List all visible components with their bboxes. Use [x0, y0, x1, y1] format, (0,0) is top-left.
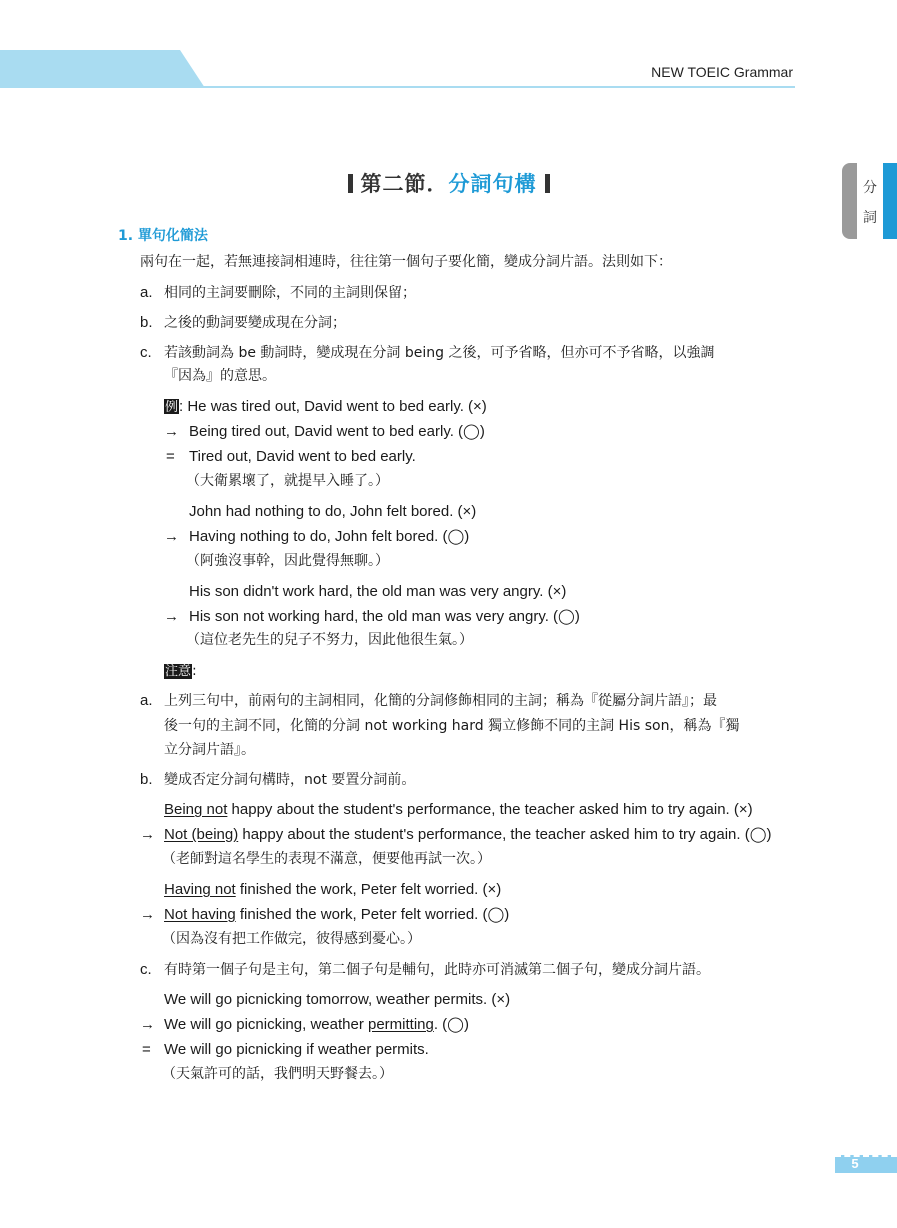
note-a-marker: a.	[140, 692, 153, 709]
note-a-line-1: 上列三句中，前兩句的主詞相同，化簡的分詞修飾相同的主詞；稱為『從屬分詞片語』；最	[164, 693, 717, 709]
part-intro: 兩句在一起，若無連接詞相連時，往往第一個句子要化簡，變成分詞片語。法則如下：	[140, 254, 672, 270]
sentence-rest: happy about the student's performance, the teacher asked him to try again. (◯)	[238, 826, 772, 843]
chapter-side-tab	[842, 163, 897, 239]
side-tab-char-1: 分	[863, 180, 877, 196]
note-b-example-1-wrong	[164, 801, 753, 819]
section-name: 分詞句構	[448, 172, 537, 196]
side-tab-blue	[883, 163, 897, 239]
example-1-reduced: Being tired out, David went to bed early. (◯)	[189, 423, 485, 440]
page-number: 5	[851, 1156, 859, 1171]
part-number: 1.	[118, 228, 134, 244]
example-3-translation: （這位老先生的兒子不努力，因此他很生氣。）	[186, 632, 473, 648]
example-3-reduced: His son not working hard, the old man was very angry. (◯)	[189, 608, 580, 625]
example-1-original-text: : He was tired out, David went to bed early. (×)	[179, 398, 487, 415]
note-b-text: 變成否定分詞句構時，not 要置分詞前。	[164, 772, 416, 788]
rule-c-marker: c.	[140, 344, 152, 361]
note-c-example-right	[164, 1016, 469, 1034]
section-prefix: 第二節．	[360, 172, 449, 196]
arrow-icon: →	[140, 1016, 155, 1033]
arrow-icon: →	[164, 608, 179, 625]
header-rule	[0, 86, 795, 88]
note-b-marker: b.	[140, 771, 153, 788]
example-1-omitted: Tired out, David went to bed early.	[189, 448, 416, 465]
note-a-line-2: 後一句的主詞不同，化簡的分詞 not working hard 獨立修飾不同的主詞 His son，稱為『獨	[164, 718, 740, 734]
note-b-example-1-translation: （老師對這名學生的表現不滿意，便要他再試一次。）	[162, 851, 491, 867]
example-2-reduced: Having nothing to do, John felt bored. (◯)	[189, 528, 470, 545]
rule-b-marker: b.	[140, 314, 153, 331]
sentence-rest: finished the work, Peter felt worried. (×)	[235, 881, 502, 898]
book-title: NEW TOEIC Grammar	[651, 64, 793, 80]
arrow-icon: →	[140, 906, 155, 923]
example-label: 例	[165, 399, 179, 414]
side-tab-char-2: 詞	[863, 210, 877, 226]
note-c-example-wrong: We will go picnicking tomorrow, weather permits. (×)	[164, 991, 511, 1008]
sentence-rest: finished the work, Peter felt worried. (◯)	[235, 906, 510, 923]
equals-icon: =	[142, 1041, 151, 1058]
note-c-example-alt: We will go picnicking if weather permits.	[164, 1041, 429, 1058]
arrow-icon: →	[164, 423, 179, 440]
underlined-phrase: Being not	[164, 801, 228, 818]
underlined-phrase: Having not	[164, 881, 236, 898]
part-heading	[118, 227, 208, 245]
rule-c-line-2: 『因為』的意思。	[164, 368, 276, 384]
example-3-original: His son didn't work hard, the old man was very angry. (×)	[189, 583, 567, 600]
rule-a-marker: a.	[140, 284, 153, 301]
note-b-example-2-wrong	[164, 881, 501, 899]
note-c-translation: （天氣許可的話，我們明天野餐去。）	[162, 1066, 393, 1082]
rule-b-text: 之後的動詞要變成現在分詞；	[164, 315, 346, 331]
sentence-end: . (◯)	[433, 1016, 469, 1033]
arrow-icon: →	[140, 826, 155, 843]
title-bar-left	[348, 174, 353, 193]
equals-icon: =	[166, 448, 175, 465]
rule-c-line-1: 若該動詞為 be 動詞時，變成現在分詞 being 之後，可予省略，但亦可不予省略，以強調	[164, 345, 715, 361]
note-b-example-2-right	[164, 906, 509, 924]
example-1-original	[164, 398, 487, 416]
example-1-translation: （大衛累壞了，就提早入睡了。）	[186, 473, 389, 489]
note-b-example-1-right	[164, 826, 771, 844]
sentence-start: We will go picnicking, weather	[164, 1016, 368, 1033]
note-c-text: 有時第一個子句是主句，第二個子句是輔句，此時亦可消滅第二個子句，變成分詞片語。	[164, 962, 710, 978]
note-a-line-3: 立分詞片語』。	[164, 742, 255, 758]
example-2-translation: （阿強沒事幹，因此覺得無聊。）	[186, 553, 389, 569]
side-tab-white	[857, 163, 883, 239]
title-bar-right	[545, 174, 550, 193]
section-title	[0, 168, 897, 198]
rule-a-text: 相同的主詞要刪除，不同的主詞則保留；	[164, 285, 416, 301]
underlined-phrase: permitting	[367, 1016, 434, 1033]
arrow-icon: →	[164, 528, 179, 545]
sentence-rest: happy about the student's performance, the teacher asked him to try again. (×)	[227, 801, 753, 818]
note-colon: :	[192, 663, 197, 679]
note-label-box: 注意	[165, 664, 192, 679]
underlined-phrase: Not (being)	[164, 826, 239, 843]
side-tab-gray	[842, 163, 858, 239]
part-heading-text: 單句化簡法	[137, 228, 208, 244]
note-label	[164, 662, 197, 680]
note-c-marker: c.	[140, 961, 152, 978]
underlined-phrase: Not having	[164, 906, 236, 923]
note-b-example-2-translation: （因為沒有把工作做完，彼得感到憂心。）	[162, 931, 421, 947]
example-2-original: John had nothing to do, John felt bored. (×)	[189, 503, 477, 520]
